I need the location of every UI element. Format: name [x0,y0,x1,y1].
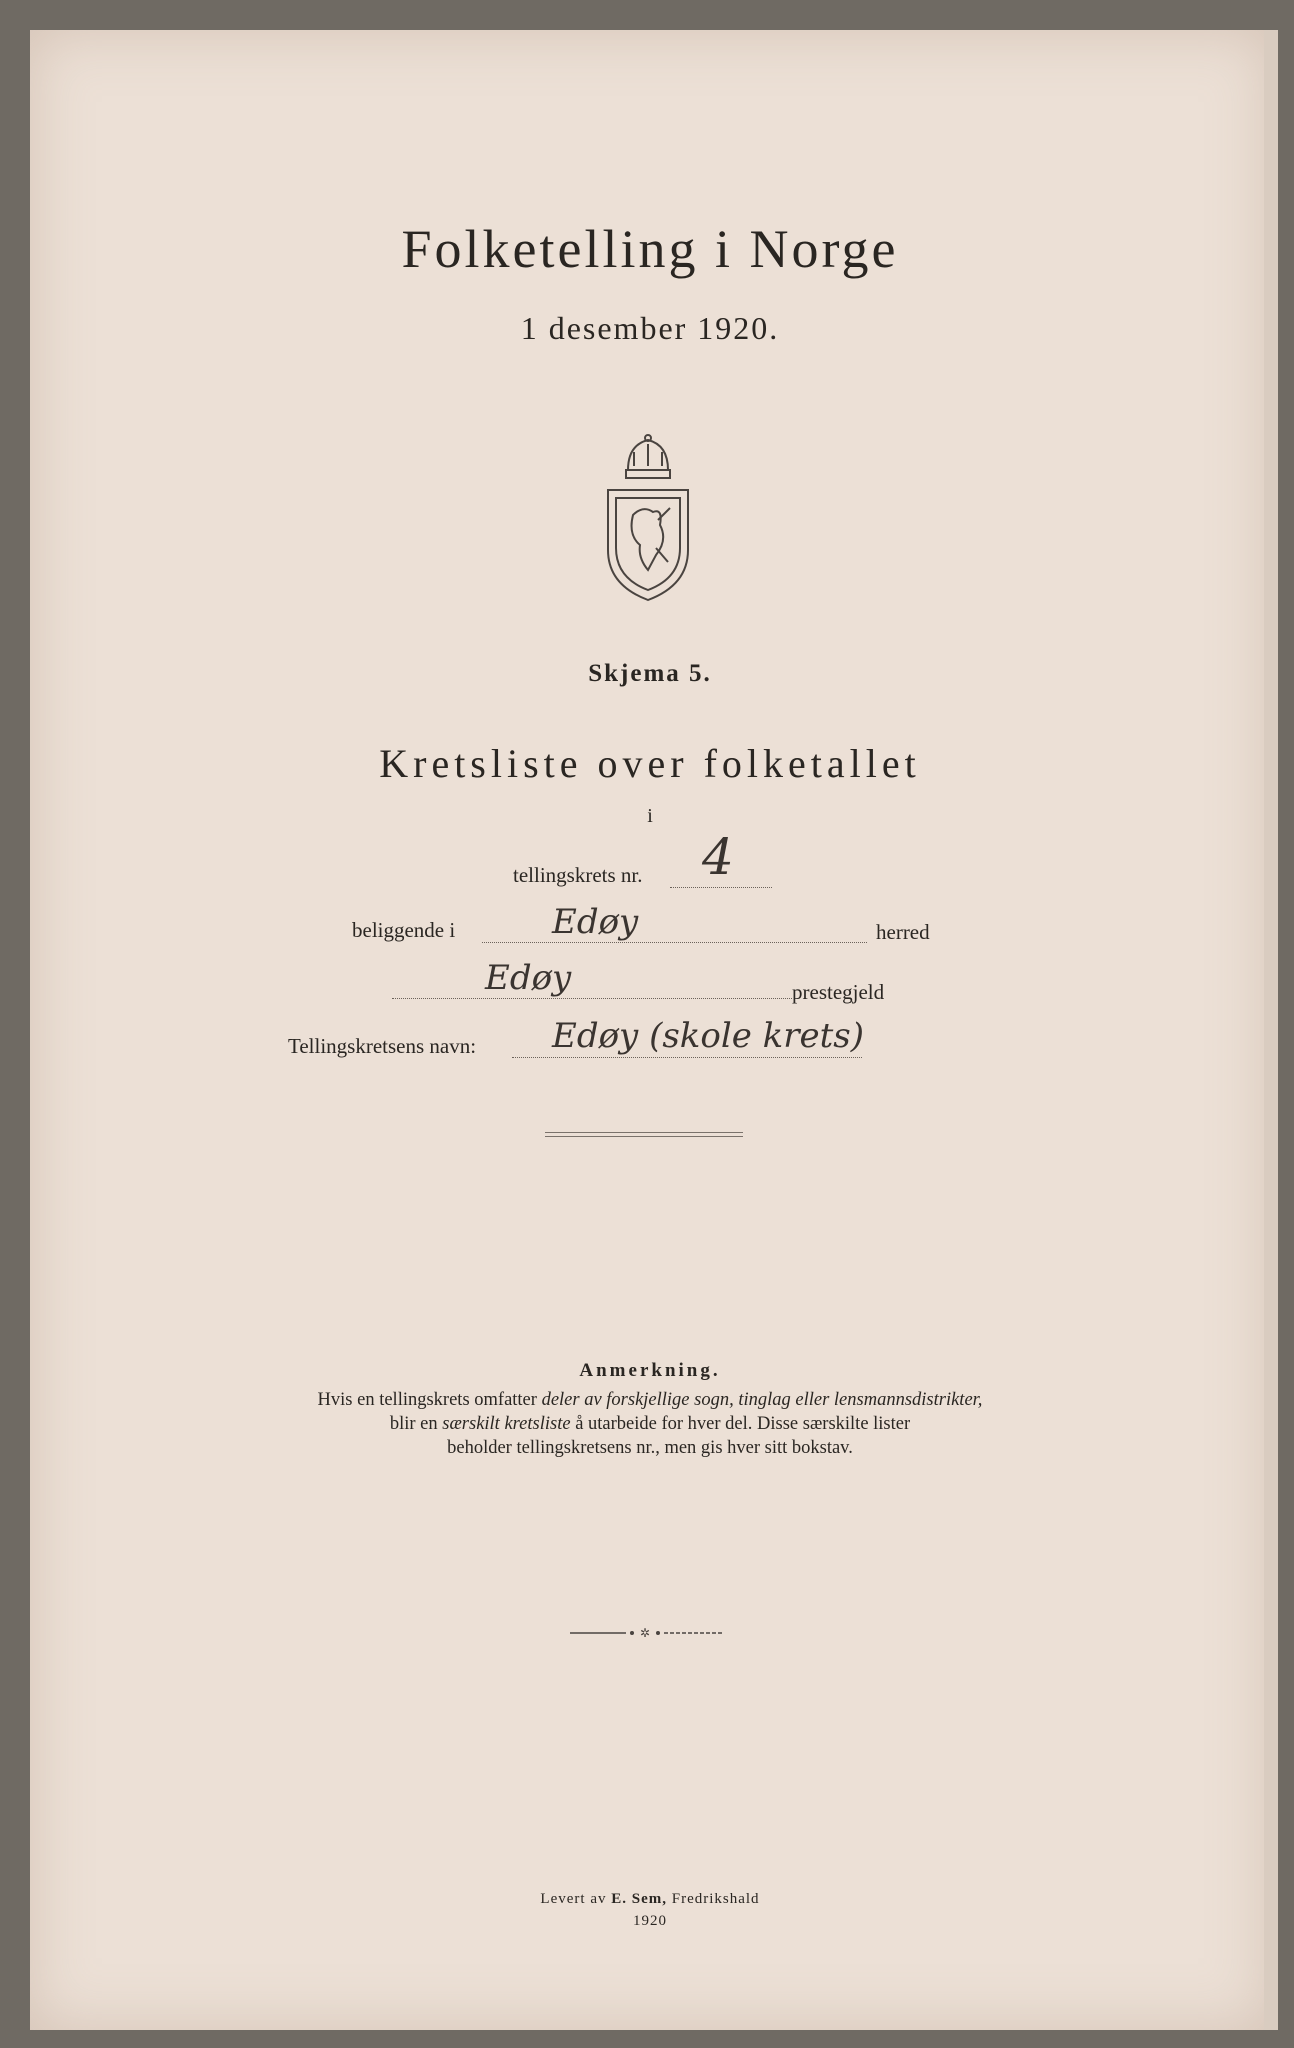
navn-value: Edøy (skole krets) [552,1016,865,1056]
note-text: blir en [389,1414,443,1434]
tellingskrets-value: 4 [702,828,734,886]
form-heading: Kretsliste over folketallet [379,741,921,786]
note-emphasis: særskilt kretsliste [442,1414,571,1434]
document-page [30,30,1270,2030]
note-emphasis: deler av forskjellige sogn, tinglag eller lensmannsdistrikter, [541,1390,983,1410]
printer-year: 1920 [633,1913,667,1929]
note-text: å utarbeide for hver del. Disse særskilte lister [570,1414,911,1434]
document-date: 1 desember 1920. [520,310,780,346]
printer-prefix: Levert av [540,1891,612,1907]
schema-number: Skjema 5. [588,660,712,687]
note-text: Hvis en tellingskrets omfatter [317,1390,542,1410]
note-line-2 [180,1412,1120,1436]
navn-label: Tellingskretsens navn: [288,1034,477,1058]
printer-footer [30,1888,1270,1932]
svg-text:✲: ✲ [640,1626,651,1640]
beliggende-label: beliggende i [352,918,456,942]
beliggende-line [482,942,867,943]
prestegjeld-value: Edøy [485,958,572,998]
coat-of-arms-icon [598,430,698,605]
herred-label: herred [876,920,930,944]
prestegjeld-line [392,998,792,999]
printer-name: E. Sem, [611,1891,667,1907]
ornament-divider-icon [568,1626,728,1640]
printer-line [30,1888,1270,1910]
navn-line [512,1057,862,1058]
tellingskrets-line [670,887,772,888]
connector-i: i [647,805,653,827]
tellingskrets-label: tellingskrets nr. [513,863,643,887]
prestegjeld-label: prestegjeld [792,980,885,1004]
divider-line [545,1136,743,1137]
note-body [180,1388,1120,1460]
printer-place: Fredrikshald [666,1891,760,1907]
beliggende-value: Edøy [552,902,639,942]
note-line-1 [180,1388,1120,1412]
note-line-3: beholder tellingskretsens nr., men gis hver sitt bokstav. [447,1438,853,1458]
divider-line [545,1132,743,1133]
document-title: Folketelling i Norge [401,219,899,279]
page-edge [1264,30,1278,2030]
note-heading: Anmerkning. [579,1360,721,1381]
